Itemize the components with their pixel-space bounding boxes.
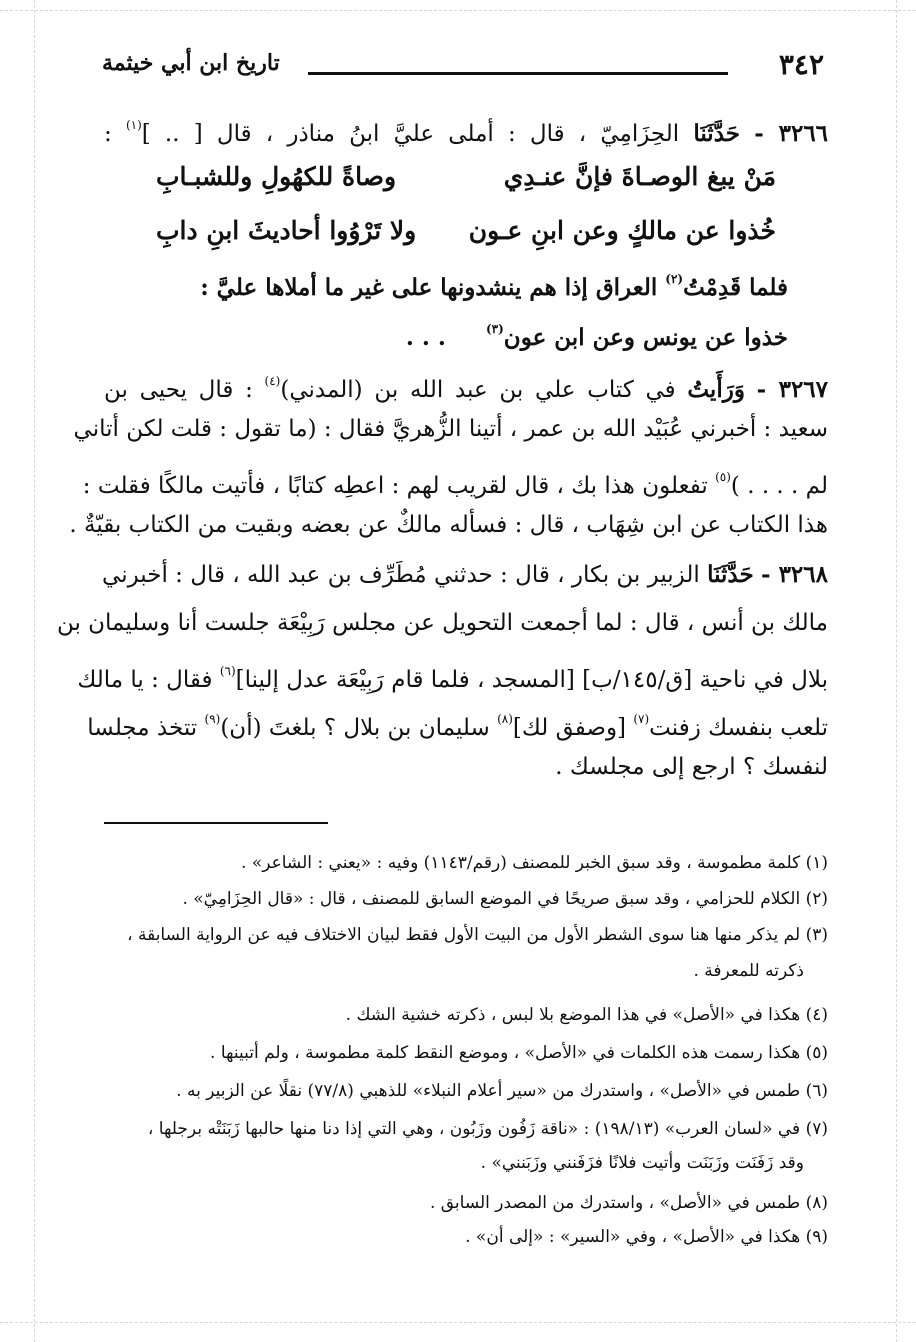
footnote-ref[interactable]: (٢): [665, 272, 684, 286]
text-segment: فلما قَدِمْتُ: [683, 274, 788, 301]
text-segment: الزبير بن بكار ، قال : حدثني مُطَرِّف بن عبد الله ، قال : أخبرني: [102, 562, 700, 588]
text-line-5: [104, 306, 788, 361]
text-segment: تلعب بنفسك زفنت: [649, 715, 828, 741]
book-page: [56, 40, 836, 1310]
page-header: [96, 48, 836, 88]
text-segment: . . .: [405, 324, 446, 351]
footnote-8: (٨) طمس في «الأصل» ، واستدرك من المصدر السابق .: [429, 1193, 828, 1213]
text-line-4: [104, 256, 788, 311]
footnote-ref[interactable]: (٣): [485, 322, 504, 336]
footnote-5: (٥) هكذا رسمت هذه الكلمات في «الأصل» ، وموضع النقط كلمة مطموسة ، ولم أتبينها .: [210, 1043, 828, 1063]
scan-guide-bottom: [0, 1322, 916, 1323]
verse-hemistich: وصاةً للكهُولِ وللشبـابِ: [156, 162, 397, 191]
text-segment: تفعلون هذا بك ، قال لقريب لهم : اعطِه كتابًا ، فأتيت مالكًا فقلت :: [82, 473, 708, 499]
book-title: تاريخ ابن أبي خيثمة: [102, 50, 280, 76]
footnote-6: (٦) طمس في «الأصل» ، واستدرك من «سير أعلام النبلاء» للذهبي (٧٧/٨) نقلًا عن الزبير به .: [176, 1081, 828, 1101]
verse-line-2: [156, 206, 776, 256]
text-segment: خذوا عن يونس وعن ابن عون: [503, 324, 788, 351]
footnote-7-continued: وقد زَفَنَت وزَبَنَت وأتيت فلانًا فزَفَنني وزَبَنني» .: [480, 1153, 804, 1173]
footnote-1: (١) كلمة مطموسة ، وقد سبق الخبر للمصنف (رقم/١١٤٣) وفيه : «يعني : الشاعر» .: [241, 853, 828, 873]
text-line-9: هذا الكتاب عن ابن شِهَاب ، قال : فسأله مالكٌ عن بعضه وبقيت من الكتاب بقيّةٌ .: [69, 512, 828, 538]
text-segment: بلال في ناحية [ق/١٤٥/ب] [المسجد ، فلما قام رَبِيْعَة عدل إلينا]: [235, 667, 828, 693]
hadith-keyword: حَدَّثَنَا: [707, 561, 754, 588]
text-line-8: [82, 454, 828, 509]
text-line-7: سعيد : أخبرني عُبَيْد الله بن عمر ، أتينا الزُّهريَّ فقال : (ما تقول : قلت لكن أتاني: [73, 416, 828, 442]
text-segment: فقال : يا مالك: [77, 667, 213, 693]
footnote-ref[interactable]: (٩): [204, 712, 221, 726]
footnote-ref[interactable]: (١): [125, 118, 142, 132]
footnote-4: (٤) هكذا في «الأصل» في هذا الموضع بلا لبس ، ذكرته خشية الشك .: [345, 1005, 828, 1025]
text-line-11: مالك بن أنس ، قال : لما أجمعت التحويل عن مجلس رَبِيْعَة جلست أنا وسليمان بن: [56, 610, 828, 636]
text-segment: لم . . . . ): [730, 473, 828, 499]
text-segment: : قال يحيى بن: [104, 377, 253, 403]
verse-hemistich: ولا تَرْوُوا أحاديثَ ابنِ دابِ: [156, 216, 417, 245]
scan-guide-left: [34, 0, 35, 1342]
text-line-13: [87, 696, 828, 751]
footnote-3: (٣) لم يذكر منها هنا سوى الشطر الأول من البيت الأول فقط لبيان الاختلاف فيه عن الرواية السابقة ،: [127, 925, 828, 945]
verse-hemistich: مَنْ يبغ الوصـاةَ فإنَّ عنـدِي: [503, 162, 776, 191]
footnote-ref[interactable]: (٦): [219, 664, 236, 678]
text-line-12: [77, 648, 828, 703]
footnote-separator: [104, 822, 328, 824]
text-segment: :: [104, 121, 112, 147]
text-segment: [وصفق لك]: [512, 715, 627, 741]
verse-hemistich: خُذوا عن مالكٍ وعن ابنِ عـون: [468, 216, 776, 245]
text-segment: العراق إذا هم ينشدونها على غير ما أملاها عليَّ :: [200, 274, 658, 301]
hadith-number: ٣٢٦٨ -: [761, 561, 828, 588]
hadith-keyword: حَدَّثَنَا: [693, 120, 740, 147]
footnote-ref[interactable]: (٧): [633, 712, 650, 726]
hadith-keyword: وَرَأَيتُ: [687, 376, 745, 403]
scan-guide-top: [0, 10, 916, 11]
footnote-ref[interactable]: (٤): [264, 374, 281, 388]
footnote-ref[interactable]: (٥): [715, 470, 731, 484]
scan-guide-right: [896, 0, 897, 1342]
text-line-14: لنفسك ؟ ارجع إلى مجلسك .: [555, 754, 828, 780]
hadith-number: ٣٢٦٦ -: [754, 120, 829, 147]
text-segment: تتخذ مجلسا: [87, 715, 198, 741]
hadith-number: ٣٢٦٧ -: [756, 376, 829, 403]
footnote-9: (٩) هكذا في «الأصل» ، وفي «السير» : «إلى أن» .: [465, 1227, 828, 1247]
text-line-10: [104, 552, 828, 598]
text-segment: الحِزَامِيّ ، قال : أملى عليَّ ابنُ مناذر ، قال [ .. ]: [141, 121, 680, 147]
text-segment: في كتاب علي بن عبد الله بن (المدني): [280, 377, 676, 403]
text-segment: سليمان بن بلال ؟ بلغتَ (أن): [220, 715, 490, 741]
text-line-1: [104, 102, 828, 157]
footnote-2: (٢) الكلام للحزامي ، وقد سبق صريحًا في الموضع السابق للمصنف ، قال : «قال الحِزَامِيّ» .: [182, 889, 828, 909]
verse-line-1: [156, 152, 776, 202]
footnote-ref[interactable]: (٨): [497, 712, 513, 726]
footnote-7: (٧) في «لسان العرب» (١٩٨/١٣) : «ناقة زَفُون وزَبُون ، وهي التي إذا دنا منها حالبها زَبَنَتْه برجلها ،: [147, 1119, 828, 1139]
footnote-3-continued: ذكرته للمعرفة .: [693, 961, 804, 981]
page-number: ٣٤٢: [778, 48, 824, 81]
text-line-6: [104, 358, 828, 413]
header-rule: [308, 72, 728, 75]
